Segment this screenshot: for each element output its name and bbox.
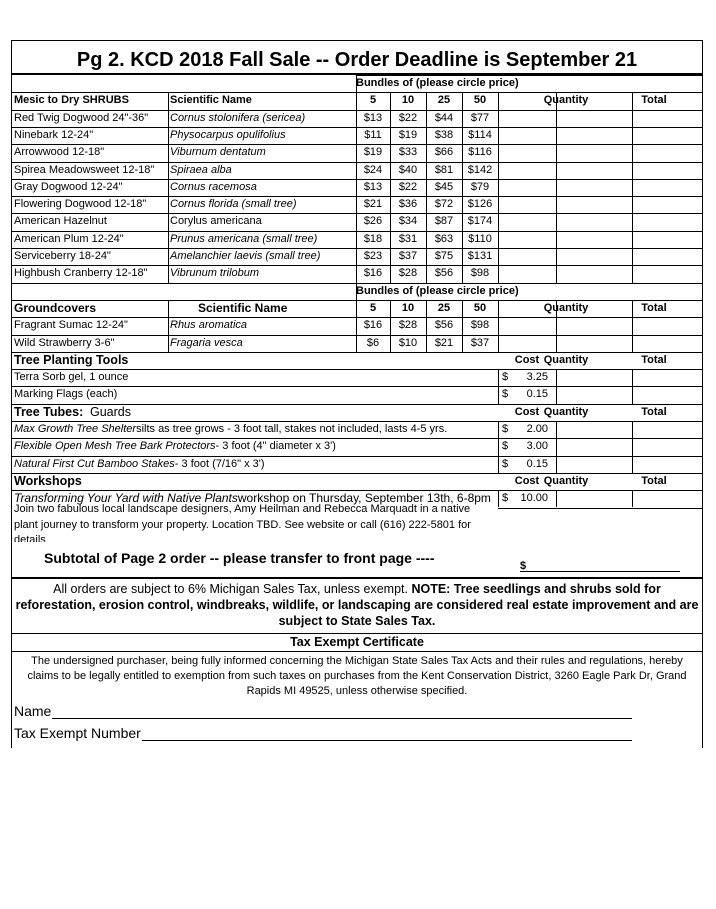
price-option[interactable]: $98	[470, 267, 490, 280]
subtotal-label: Subtotal of Page 2 order -- please transfer to front page ----	[44, 550, 435, 567]
quantity-field[interactable]	[556, 369, 632, 386]
dollar-sign: $	[502, 457, 509, 470]
price-option[interactable]: $21	[434, 336, 454, 349]
tax-number-label: Tax Exempt Number	[14, 725, 141, 742]
dollar-sign: $	[502, 423, 509, 435]
scientific-name: Cornus racemosa	[170, 180, 257, 193]
dollar-sign: $	[502, 492, 509, 505]
column-divider	[426, 92, 427, 282]
price-option[interactable]: $87	[434, 215, 454, 228]
price-option[interactable]: $37	[470, 336, 490, 349]
total-field[interactable]	[632, 110, 702, 127]
price-option[interactable]: $37	[398, 250, 418, 262]
price-option[interactable]: $22	[398, 180, 418, 193]
tax-note-bold: NOTE: Tree seedlings and shrubs sold for	[411, 582, 661, 597]
price-option[interactable]: $21	[363, 198, 383, 211]
price-option[interactable]: $116	[468, 146, 492, 159]
price-option[interactable]: $75	[434, 250, 454, 262]
price-option[interactable]: $131	[467, 250, 493, 262]
quantity-field[interactable]	[556, 162, 632, 179]
cert-text: Rapids MI 49525, unless otherwise specified.	[246, 685, 468, 698]
section-heading: Mesic to Dry SHRUBS	[14, 94, 129, 107]
total-field[interactable]	[632, 162, 702, 179]
bundles-header: Bundles of (please circle price)	[356, 77, 519, 89]
scientific-name: Spiraea alba	[170, 163, 232, 176]
quantity-heading: Quantity	[543, 353, 589, 366]
page-title: Pg 2. KCD 2018 Fall Sale -- Order Deadline is September 21	[12, 41, 702, 75]
cost-heading: Cost	[514, 474, 540, 487]
total-heading: Total	[641, 94, 667, 107]
column-divider	[498, 300, 499, 352]
column-divider	[632, 421, 633, 473]
column-divider	[356, 75, 357, 92]
bundle-size-50: 50	[473, 301, 487, 314]
tube-name: Max Growth Tree Shelter	[14, 423, 137, 435]
subtotal-dollar: $	[520, 560, 527, 573]
total-field[interactable]	[632, 196, 702, 213]
price-option[interactable]: $110	[468, 232, 492, 245]
price-option[interactable]: $11	[364, 128, 382, 141]
price-option[interactable]: $28	[398, 319, 418, 332]
column-divider	[462, 300, 463, 352]
column-divider	[556, 369, 557, 404]
dollar-sign: $	[502, 371, 509, 384]
scientific-name: Prunus americana (small tree)	[170, 232, 318, 245]
tube-description: - 3 foot (4" diameter x 3')	[215, 440, 336, 453]
column-divider	[356, 300, 357, 352]
total-field[interactable]	[632, 248, 702, 265]
cost-heading: Cost	[514, 353, 540, 366]
name-field[interactable]	[52, 718, 632, 719]
price-option[interactable]: $24	[363, 163, 383, 176]
column-divider	[632, 300, 633, 352]
item-cost: 3.25	[526, 371, 548, 384]
price-option[interactable]: $28	[398, 267, 418, 280]
tax-note-text: All orders are subject to 6% Michigan Sales Tax, unless exempt.	[53, 582, 412, 597]
price-option[interactable]: $174	[467, 215, 493, 228]
scientific-name: Fragaria vesca	[170, 336, 243, 349]
total-field[interactable]	[632, 127, 702, 144]
plant-name: Wild Strawberry 3-6"	[14, 336, 115, 349]
cert-text: claims to be legally entitled to exemption from such taxes on purchases from the Kent Conservation District, 3260 Eagle Park Dr, Grand	[27, 670, 687, 683]
column-divider	[556, 300, 557, 352]
price-option[interactable]: $36	[398, 198, 418, 211]
plant-name: Spirea Meadowsweet 12-18"	[14, 163, 155, 176]
section-subheading: Guards	[90, 404, 131, 419]
row-divider	[12, 577, 702, 579]
workshop-desc-line: plant journey to transform your property. Location TBD. See website or call (616) 222-5801 for	[14, 519, 471, 532]
column-divider	[498, 369, 499, 404]
price-option[interactable]: $63	[434, 232, 454, 245]
dollar-sign: $	[502, 440, 509, 453]
price-option[interactable]: $16	[363, 319, 383, 332]
price-option[interactable]: $44	[434, 111, 454, 124]
price-option[interactable]: $126	[467, 198, 493, 211]
column-divider	[498, 490, 499, 507]
plant-name: Gray Dogwood 12-24"	[14, 180, 123, 193]
quantity-field[interactable]	[556, 144, 632, 161]
column-divider	[632, 92, 633, 282]
quantity-field[interactable]	[556, 438, 632, 455]
quantity-heading: Quantity	[543, 301, 589, 314]
total-field[interactable]	[632, 179, 702, 196]
plant-name: Flowering Dogwood 12-18"	[14, 198, 147, 211]
price-option[interactable]: $114	[468, 128, 492, 141]
column-divider	[390, 92, 391, 282]
row-divider	[12, 651, 702, 652]
price-option[interactable]: $19	[363, 146, 383, 159]
price-option[interactable]: $81	[434, 163, 454, 176]
workshop-title: Transforming Your Yard with Native Plants	[14, 491, 238, 506]
price-option[interactable]: $72	[434, 198, 454, 211]
quantity-field[interactable]	[556, 421, 632, 438]
total-field[interactable]	[632, 231, 702, 248]
bundle-size-5: 5	[369, 301, 377, 314]
tax-note-bold: reforestation, erosion control, windbreaks, wildlife, or landscaping are considered real estate improvement and are	[15, 598, 699, 613]
name-label: Name	[14, 703, 52, 720]
price-option[interactable]: $45	[434, 180, 454, 193]
quantity-heading: Quantity	[543, 474, 589, 487]
total-heading: Total	[641, 474, 667, 487]
total-field[interactable]	[632, 317, 702, 334]
workshop-desc-line: details	[14, 534, 46, 543]
item-cost: 3.00	[526, 440, 548, 453]
column-divider	[556, 421, 557, 473]
workshop-detail: workshop on Thursday, September 13th, 6-8pm	[237, 491, 491, 506]
price-option[interactable]: $18	[363, 232, 383, 245]
tube-description: - 3 foot (7/16" x 3')	[174, 457, 265, 470]
row-divider	[356, 75, 702, 76]
column-divider	[462, 92, 463, 282]
price-option[interactable]: $10	[398, 336, 418, 349]
column-divider	[390, 300, 391, 352]
bundle-size-5: 5	[369, 94, 377, 107]
quantity-heading: Quantity	[543, 405, 589, 418]
total-heading: Total	[641, 301, 667, 314]
price-option[interactable]: $31	[398, 232, 418, 245]
price-option[interactable]: $23	[363, 250, 383, 262]
order-form	[11, 40, 703, 748]
bundle-size-25: 25	[437, 94, 451, 107]
price-option[interactable]: $56	[434, 319, 454, 332]
quantity-field[interactable]	[556, 317, 632, 334]
tax-note-bold: subject to State Sales Tax.	[278, 614, 436, 629]
section-heading: Workshops	[14, 473, 82, 488]
quantity-field[interactable]	[556, 213, 632, 230]
scientific-name: Corylus americana	[170, 215, 262, 228]
plant-name: Highbush Cranberry 12-18"	[14, 267, 148, 280]
quantity-field[interactable]	[556, 179, 632, 196]
quantity-field[interactable]	[556, 386, 632, 403]
section-heading: Tree Tubes:	[14, 404, 84, 419]
column-divider	[632, 490, 633, 507]
total-field[interactable]	[632, 265, 702, 282]
item-cost: 0.15	[526, 388, 548, 401]
price-option[interactable]: $13	[363, 111, 383, 124]
subtotal-field[interactable]	[520, 571, 680, 572]
price-option[interactable]: $38	[434, 128, 454, 141]
price-option[interactable]: $40	[398, 163, 418, 176]
tube-description: silts as tree grows - 3 foot tall, stakes not included, lasts 4-5 yrs.	[136, 423, 448, 435]
quantity-field[interactable]	[556, 335, 632, 352]
price-option[interactable]: $98	[470, 319, 490, 332]
scientific-name: Viburnum dentatum	[170, 146, 266, 159]
price-option[interactable]: $26	[363, 215, 383, 228]
scientific-name: Rhus aromatica	[170, 319, 248, 332]
plant-name: American Plum 12-24"	[14, 232, 124, 245]
plant-name: Ninebark 12-24"	[14, 128, 94, 141]
price-option[interactable]: $56	[434, 267, 454, 280]
column-divider	[356, 283, 357, 300]
price-option[interactable]: $16	[363, 267, 383, 280]
tool-name: Marking Flags (each)	[14, 388, 118, 401]
quantity-field[interactable]	[556, 456, 632, 473]
section-heading: Tree Planting Tools	[14, 352, 129, 367]
plant-name: Serviceberry 18-24"	[14, 250, 111, 262]
total-heading: Total	[641, 353, 667, 366]
column-divider	[426, 300, 427, 352]
price-option[interactable]: $22	[398, 111, 418, 124]
price-option[interactable]: $33	[398, 146, 418, 159]
price-option[interactable]: $142	[467, 163, 493, 176]
tax-number-field[interactable]	[142, 740, 632, 741]
bundle-size-10: 10	[401, 301, 415, 314]
column-divider	[168, 300, 169, 352]
column-divider	[168, 92, 169, 282]
price-option[interactable]: $34	[398, 215, 418, 228]
plant-name: American Hazelnut	[14, 215, 107, 228]
price-option[interactable]: $79	[470, 180, 490, 193]
price-option[interactable]: $13	[363, 180, 383, 193]
column-divider	[556, 490, 557, 507]
sci-name-heading: Scientific Name	[170, 94, 252, 107]
row-divider	[498, 508, 702, 509]
quantity-field[interactable]	[556, 231, 632, 248]
price-option[interactable]: $19	[398, 128, 418, 141]
dollar-sign: $	[502, 388, 509, 401]
cost-heading: Cost	[514, 405, 540, 418]
total-heading: Total	[641, 405, 667, 418]
plant-name: Red Twig Dogwood 24"-36"	[14, 111, 149, 124]
price-option[interactable]: $66	[434, 146, 454, 159]
tax-note	[12, 581, 702, 629]
workshop-desc-line: Join two fabulous local landscape designers, Amy Heilman and Rebecca Marquadt in a native	[14, 503, 471, 516]
price-option[interactable]: $77	[470, 111, 490, 124]
price-option[interactable]: $6	[366, 336, 380, 349]
scientific-name: Vibrunum trilobum	[170, 267, 260, 280]
item-cost: 0.15	[526, 457, 548, 470]
total-field[interactable]	[632, 144, 702, 161]
scientific-name: Physocarpus opulifolius	[170, 128, 286, 141]
column-divider	[632, 369, 633, 404]
sci-name-heading: Scientific Name	[198, 300, 288, 315]
scientific-name: Cornus florida (small tree)	[170, 198, 297, 211]
bundles-header: Bundles of (please circle price)	[356, 284, 519, 297]
cert-title: Tax Exempt Certificate	[290, 635, 424, 650]
column-divider	[556, 92, 557, 282]
section-heading: Groundcovers	[14, 300, 97, 315]
row-divider	[356, 283, 702, 284]
scientific-name: Amelanchier laevis (small tree)	[170, 250, 321, 262]
total-field[interactable]	[632, 213, 702, 230]
column-divider	[498, 421, 499, 473]
item-cost: 2.00	[526, 423, 548, 435]
quantity-heading: Quantity	[543, 94, 589, 107]
quantity-field[interactable]	[556, 265, 632, 282]
cert-text: The undersigned purchaser, being fully informed concerning the Michigan State Sales Tax Acts and their rules and regulations, hereby	[31, 655, 683, 668]
tube-name: Flexible Open Mesh Tree Bark Protectors	[14, 440, 216, 453]
quantity-field[interactable]	[556, 248, 632, 265]
scientific-name: Cornus stolonifera (sericea)	[170, 111, 306, 124]
tool-name: Terra Sorb gel, 1 ounce	[14, 371, 129, 384]
bundle-size-50: 50	[473, 94, 487, 107]
bundle-size-10: 10	[401, 94, 415, 107]
quantity-field[interactable]	[556, 127, 632, 144]
quantity-field[interactable]	[556, 110, 632, 127]
total-field[interactable]	[632, 335, 702, 352]
quantity-field[interactable]	[556, 196, 632, 213]
bundle-size-25: 25	[437, 301, 451, 314]
tube-name: Natural First Cut Bamboo Stakes	[14, 457, 175, 470]
workshop-cost: 10.00	[520, 492, 548, 505]
plant-name: Arrowwood 12-18"	[14, 146, 105, 159]
plant-name: Fragrant Sumac 12-24"	[14, 319, 128, 332]
column-divider	[356, 92, 357, 282]
column-divider	[498, 92, 499, 282]
